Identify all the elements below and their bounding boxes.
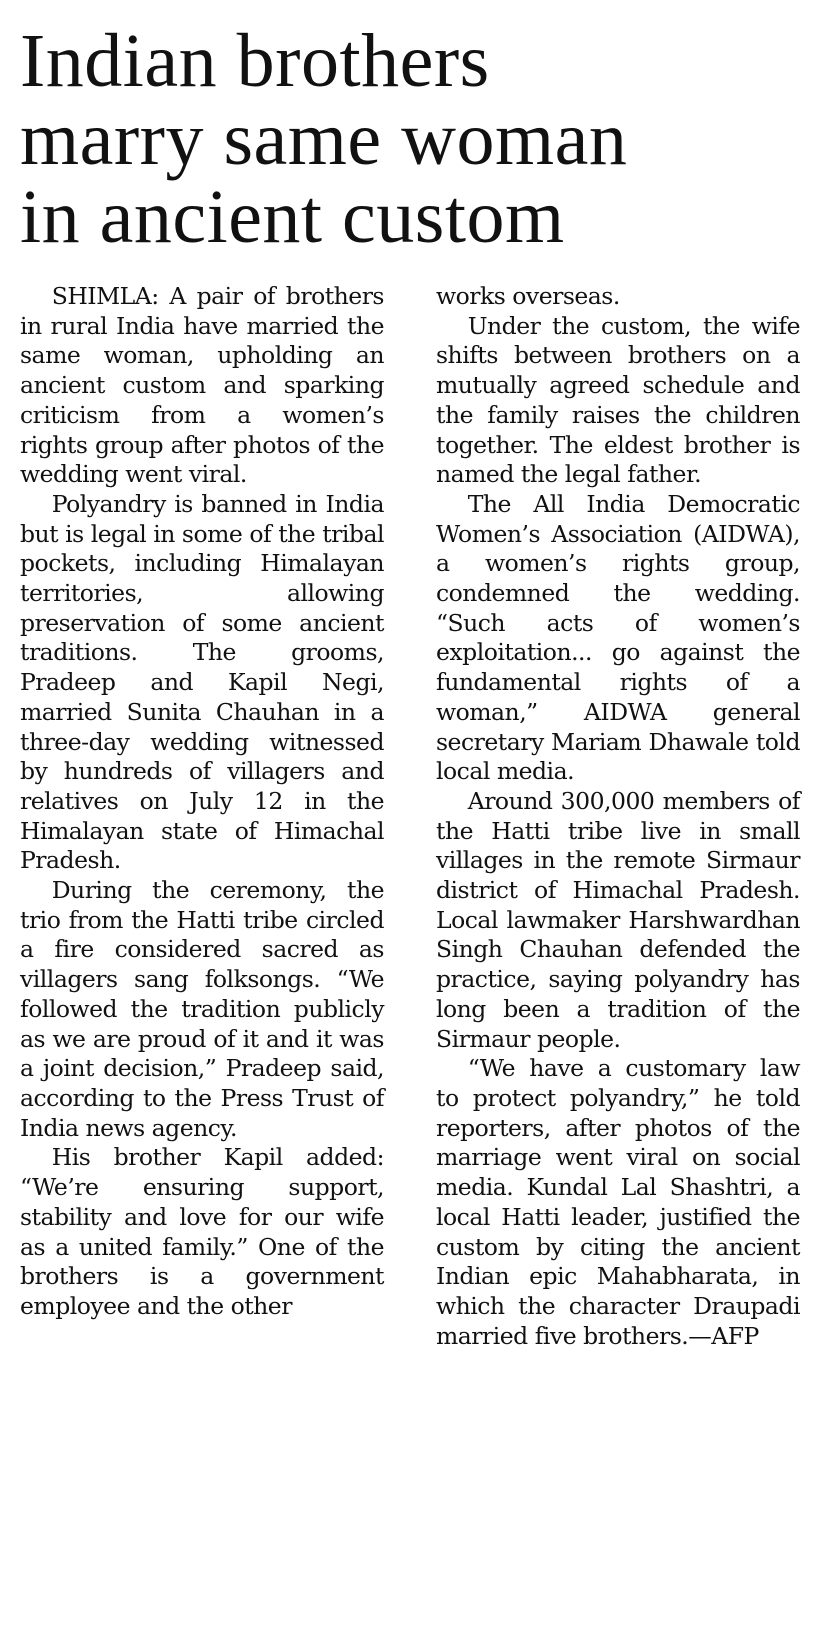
paragraph: Around 300,000 members of the Hatti tribe live in small villages in the remote Sirmaur district of Himachal Pradesh. Local lawmaker Harshwardhan Singh Chauhan defended the practice, saying polyandry has long been a tradition of the Sirmaur people.: [436, 786, 800, 1053]
column-right: [436, 282, 800, 1351]
column-left: [20, 282, 384, 1351]
headline: [20, 19, 810, 259]
article-body: [20, 282, 800, 1351]
headline-line: in ancient custom: [20, 175, 565, 259]
paragraph: SHIMLA: A pair of brothers in rural India have married the same woman, upholding an ancient custom and sparking criticism from a women’s rights group after photos of the wedding went viral.: [20, 282, 384, 489]
paragraph: During the ceremony, the trio from the Hatti tribe circled a fire considered sacred as villagers sang folksongs. “We followed the tradition publicly as we are proud of it and it was a joint decision,” Pradeep said, according to the Press Trust of India news agency.: [20, 876, 384, 1142]
paragraph: The All India Democratic Women’s Association (AIDWA), a women’s rights group, condemned the wedding. “Such acts of women’s exploitation... go against the fundamental rights of a woman,” AIDWA general secretary Mariam Dhawale told local media.: [436, 489, 800, 786]
paragraph: His brother Kapil added: “We’re ensuring support, stability and love for our wife as a united family.” One of the brothers is a government employee and the other: [20, 1143, 384, 1320]
paragraph-continuation: works overseas.: [436, 282, 620, 310]
paragraph: “We have a customary law to protect polyandry,” he told reporters, after photos of the marriage went viral on social media. Kundal Lal Shashtri, a local Hatti leader, justified the custom by citing the ancient Indian epic Mahabharata, in which the character Draupadi married five brothers.—AFP: [436, 1054, 800, 1350]
headline-line: Indian brothers: [20, 19, 490, 103]
paragraph: Polyandry is banned in India but is legal in some of the tribal pockets, including Himalayan territories, allowing preservation of some ancient traditions. The grooms, Pradeep and Kapil Negi, married Sunita Chauhan in a three-day wedding witnessed by hundreds of villagers and relatives on July 12 in the Himalayan state of Himachal Pradesh.: [20, 489, 384, 875]
paragraph: Under the custom, the wife shifts between brothers on a mutually agreed schedule and the family raises the children together. The eldest brother is named the legal father.: [436, 311, 800, 489]
headline-line: marry same woman: [20, 97, 628, 181]
